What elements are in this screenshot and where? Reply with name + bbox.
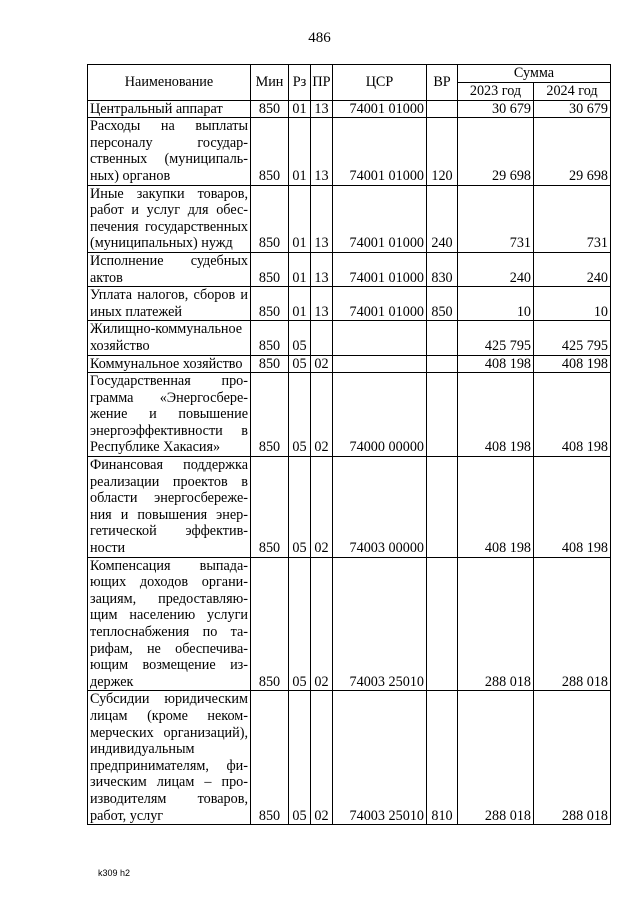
row-rz: 01 <box>289 252 311 286</box>
row-csr: 74001 01000 <box>333 100 427 118</box>
row-2023: 240 <box>458 252 534 286</box>
row-2023: 30 679 <box>458 100 534 118</box>
row-pr: 13 <box>311 185 333 252</box>
row-2023: 29 698 <box>458 118 534 185</box>
row-pr: 13 <box>311 252 333 286</box>
row-rz: 05 <box>289 557 311 691</box>
row-csr: 74001 01000 <box>333 252 427 286</box>
row-vr <box>427 355 458 373</box>
page-number: 486 <box>308 30 331 46</box>
row-min: 850 <box>251 100 289 118</box>
header-vr: ВР <box>427 65 458 101</box>
row-vr: 810 <box>427 691 458 825</box>
row-name: Уплата налогов, сборов и иных платежей <box>88 287 251 321</box>
row-pr: 02 <box>311 557 333 691</box>
table-row <box>88 373 611 457</box>
row-rz: 01 <box>289 118 311 185</box>
row-name: Коммунальное хозяйство <box>88 355 251 373</box>
row-name: Исполнение судебных актов <box>88 252 251 286</box>
row-vr: 830 <box>427 252 458 286</box>
row-pr <box>311 321 333 355</box>
table-row <box>88 457 611 558</box>
row-csr: 74001 01000 <box>333 185 427 252</box>
footer-code: k309 h2 <box>98 868 131 878</box>
row-2024: 30 679 <box>534 100 611 118</box>
row-name: Финансовая поддержка реализации проектов в области энергосбережения и повышения энергетической эффективности <box>88 457 251 558</box>
row-csr: 74003 00000 <box>333 457 427 558</box>
row-2024: 288 018 <box>534 691 611 825</box>
table-row <box>88 557 611 691</box>
table-row <box>88 355 611 373</box>
row-pr: 02 <box>311 373 333 457</box>
row-csr <box>333 355 427 373</box>
table-row <box>88 287 611 321</box>
row-2024: 408 198 <box>534 457 611 558</box>
row-rz: 05 <box>289 457 311 558</box>
row-csr: 74000 00000 <box>333 373 427 457</box>
row-name: Центральный аппарат <box>88 100 251 118</box>
row-vr <box>427 321 458 355</box>
row-min: 850 <box>251 185 289 252</box>
row-vr <box>427 373 458 457</box>
table-row <box>88 118 611 185</box>
row-2024: 10 <box>534 287 611 321</box>
row-rz: 05 <box>289 355 311 373</box>
row-csr: 74001 01000 <box>333 118 427 185</box>
row-2024: 731 <box>534 185 611 252</box>
header-csr: ЦСР <box>333 65 427 101</box>
header-2023: 2023 год <box>458 83 534 101</box>
row-pr: 02 <box>311 457 333 558</box>
table-row <box>88 100 611 118</box>
row-csr <box>333 321 427 355</box>
row-2023: 408 198 <box>458 355 534 373</box>
row-min: 850 <box>251 252 289 286</box>
row-min: 850 <box>251 691 289 825</box>
row-2023: 731 <box>458 185 534 252</box>
row-pr: 13 <box>311 287 333 321</box>
row-min: 850 <box>251 557 289 691</box>
budget-table <box>87 64 611 825</box>
row-2024: 425 795 <box>534 321 611 355</box>
row-2023: 288 018 <box>458 557 534 691</box>
row-rz: 01 <box>289 185 311 252</box>
row-2023: 288 018 <box>458 691 534 825</box>
row-vr: 850 <box>427 287 458 321</box>
row-rz: 05 <box>289 321 311 355</box>
row-2024: 288 018 <box>534 557 611 691</box>
row-csr: 74003 25010 <box>333 691 427 825</box>
table-row <box>88 691 611 825</box>
row-vr <box>427 100 458 118</box>
row-rz: 05 <box>289 691 311 825</box>
row-2023: 425 795 <box>458 321 534 355</box>
row-vr <box>427 457 458 558</box>
table-row <box>88 321 611 355</box>
row-min: 850 <box>251 118 289 185</box>
row-name: Расходы на выплаты персоналу государственных (муниципальных) органов <box>88 118 251 185</box>
header-sum: Сумма <box>458 65 611 83</box>
row-name: Жилищно-коммунальное хозяйство <box>88 321 251 355</box>
row-2024: 240 <box>534 252 611 286</box>
row-vr <box>427 557 458 691</box>
header-pr: ПР <box>311 65 333 101</box>
row-rz: 05 <box>289 373 311 457</box>
row-csr: 74001 01000 <box>333 287 427 321</box>
row-2024: 408 198 <box>534 355 611 373</box>
row-vr: 240 <box>427 185 458 252</box>
row-2024: 408 198 <box>534 373 611 457</box>
header-rz: Рз <box>289 65 311 101</box>
row-min: 850 <box>251 373 289 457</box>
row-pr: 02 <box>311 355 333 373</box>
header-min: Мин <box>251 65 289 101</box>
row-2023: 408 198 <box>458 457 534 558</box>
row-min: 850 <box>251 355 289 373</box>
table-row <box>88 185 611 252</box>
row-2023: 408 198 <box>458 373 534 457</box>
row-2024: 29 698 <box>534 118 611 185</box>
row-min: 850 <box>251 457 289 558</box>
row-csr: 74003 25010 <box>333 557 427 691</box>
row-pr: 13 <box>311 118 333 185</box>
row-name: Компенсация выпадающих доходов организациям, предоставляющим населению услуги теплоснабжения по тарифам, не обеспечивающим возмещение издержек <box>88 557 251 691</box>
row-min: 850 <box>251 321 289 355</box>
row-rz: 01 <box>289 100 311 118</box>
row-2023: 10 <box>458 287 534 321</box>
row-pr: 13 <box>311 100 333 118</box>
table-row <box>88 252 611 286</box>
row-vr: 120 <box>427 118 458 185</box>
row-name: Субсидии юридическим лицам (кроме некоммерческих организаций), индивидуальным предпринимателям, физическим лицам – производителям товаров, работ, услуг <box>88 691 251 825</box>
header-name: Наименование <box>88 65 251 101</box>
row-min: 850 <box>251 287 289 321</box>
row-name: Государственная программа «Энергосбережение и повышение энергоэффективности в Республике Хакасия» <box>88 373 251 457</box>
row-rz: 01 <box>289 287 311 321</box>
row-name: Иные закупки товаров, работ и услуг для обеспечения государственных (муниципальных) нужд <box>88 185 251 252</box>
row-pr: 02 <box>311 691 333 825</box>
header-2024: 2024 год <box>534 83 611 101</box>
